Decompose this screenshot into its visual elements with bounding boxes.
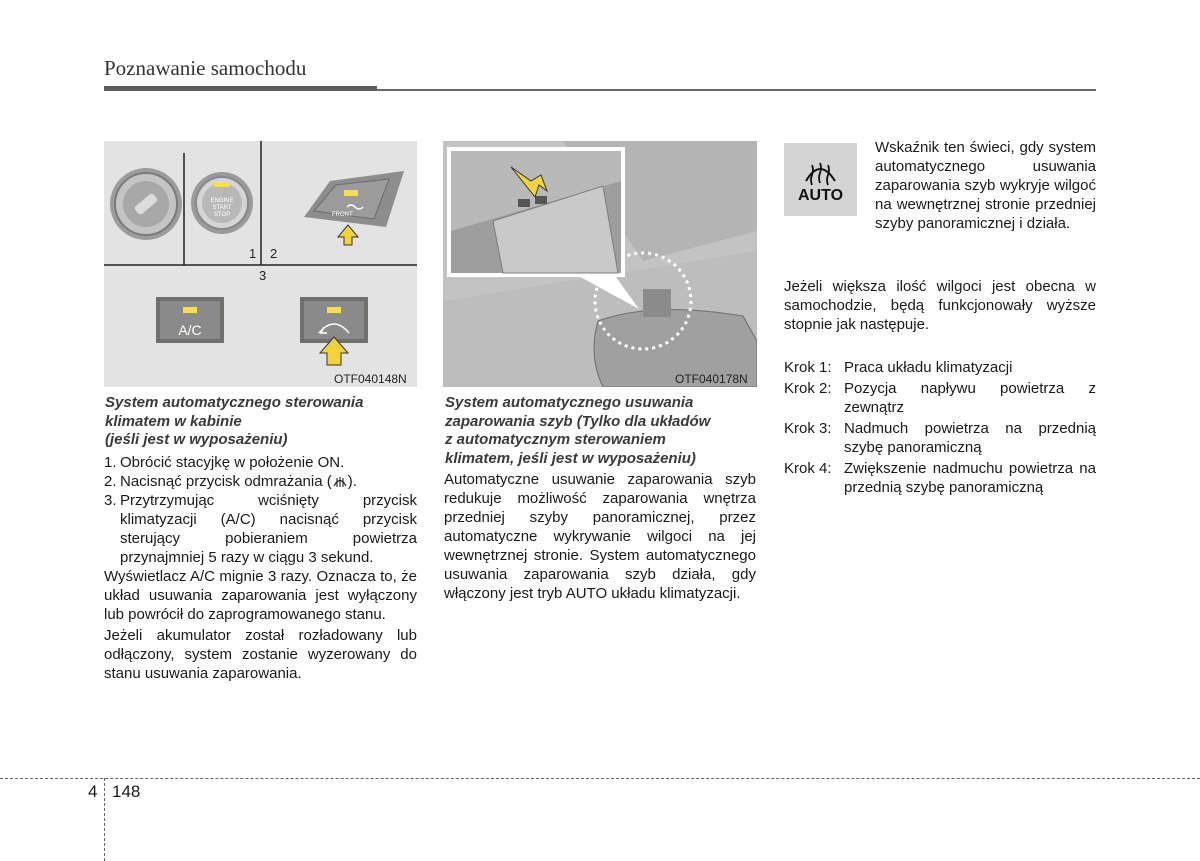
step-number: 3.	[104, 492, 117, 509]
defrost-icon	[332, 475, 348, 488]
ignition-cylinder-icon	[110, 168, 182, 240]
figure-climate-control	[104, 141, 417, 387]
steps-list	[104, 453, 417, 567]
list-item	[104, 491, 417, 567]
footer-vertical-rule	[104, 778, 105, 861]
label-1: 1	[249, 246, 257, 261]
list-item	[784, 379, 1097, 417]
caption-line: (jeśli jest w wyposażeniu)	[105, 431, 288, 449]
step-label: Krok 2:	[784, 380, 832, 397]
svg-text:A/C: A/C	[178, 322, 202, 338]
label-2: 2	[270, 246, 278, 261]
footer-rule	[0, 778, 1200, 779]
step-label: Krok 1:	[784, 359, 832, 376]
caption-line: zaparowania szyb (Tylko dla układów	[445, 412, 711, 430]
paragraph: Wskaźnik ten świeci, gdy system automatycznego usuwania zaparowania szyb wykryje wilgoć na wewnętrznej stronie przedniej szyby panoramicznej i działa.	[875, 139, 1096, 232]
step-label: Krok 3:	[784, 420, 832, 437]
section-caption	[445, 394, 763, 468]
step-label: Krok 4:	[784, 460, 832, 477]
svg-text:FRONT: FRONT	[332, 212, 353, 218]
figure-code: OTF040178N	[675, 372, 748, 386]
start-stop-label: ENGINE START STOP	[210, 198, 234, 218]
page-header-title: Poznawanie samochodu	[104, 56, 307, 80]
indicator-label: AUTO	[797, 187, 844, 204]
caption-line: klimatem, jeśli jest w wyposażeniu)	[445, 449, 696, 467]
step-text: Zwiększenie nadmuchu powietrza na przednią szybę panoramiczną	[844, 460, 1096, 496]
step-text: Nadmuch powietrza na przednią szybę panoramiczną	[844, 420, 1096, 456]
step-number: 2.	[104, 473, 117, 490]
figure-code: OTF040148N	[334, 372, 407, 386]
step-number: 1.	[104, 454, 117, 471]
header-rule	[377, 89, 1096, 91]
caption-line: z automatycznym sterowaniem	[445, 431, 666, 449]
step-text: Pozycja napływu powietrza z zewnątrz	[844, 380, 1096, 416]
up-arrow-icon	[338, 225, 358, 245]
section-caption	[105, 394, 423, 450]
list-item	[104, 453, 417, 472]
section-body	[104, 453, 417, 683]
step-text: Obrócić stacyjkę w położenie ON.	[120, 454, 345, 471]
list-item	[784, 358, 1097, 377]
ac-button-icon	[156, 297, 224, 343]
front-defrost-button-icon	[304, 171, 404, 227]
page-number: 148	[112, 782, 141, 801]
paragraph: Jeżeli większa ilość wilgoci jest obecna w samochodzie, będą funkcjonowały wyższe stopnie jak następuje.	[784, 278, 1096, 333]
caption-line: System automatycznego sterowania	[105, 394, 364, 411]
figure-windshield-sensor	[443, 141, 757, 387]
caption-line: klimatem w kabinie	[105, 412, 242, 430]
step-text: Przytrzymując wciśnięty przycisk klimatyzacji (A/C) nacisnąć przycisk sterujący pobieraniem powietrza przynajmniej 5 razy w ciągu 3 sekund.	[120, 492, 417, 566]
chapter-number: 4	[88, 782, 98, 801]
step-text: Nacisnąć przycisk odmrażania (	[120, 473, 332, 490]
step-text-after: ).	[347, 473, 357, 490]
paragraph: Automatyczne usuwanie zaparowania szyb redukuje możliwość zaparowania wnętrza przedniej szyby panoramicznej, przez automatyczne wykrywanie wilgoci na jej wewnętrznej stronie. System automatycznego usuwania zaparowania szyb działa, gdy włączony jest tryb AUTO układu klimatyzacji.	[444, 471, 756, 602]
paragraph: Jeżeli akumulator został rozładowany lub odłączony, system zostanie wyzerowany do stanu usuwania zaparowania.	[104, 627, 417, 682]
list-item	[104, 472, 417, 491]
step-text: Praca układu klimatyzacji	[844, 359, 1013, 376]
header-rule-dark	[104, 86, 377, 91]
auto-defog-indicator-icon	[784, 143, 857, 216]
list-item	[784, 459, 1097, 497]
caption-line: System automatycznego usuwania	[445, 394, 694, 411]
list-item	[784, 419, 1097, 457]
paragraph: Wyświetlacz A/C mignie 3 razy. Oznacza to, że układ usuwania zaparowania jest wyłączony lub powrócił do zaprogramowanego stanu.	[104, 568, 417, 623]
recirculation-button-icon	[300, 297, 368, 343]
label-3: 3	[259, 268, 267, 283]
krok-list	[784, 358, 1097, 497]
